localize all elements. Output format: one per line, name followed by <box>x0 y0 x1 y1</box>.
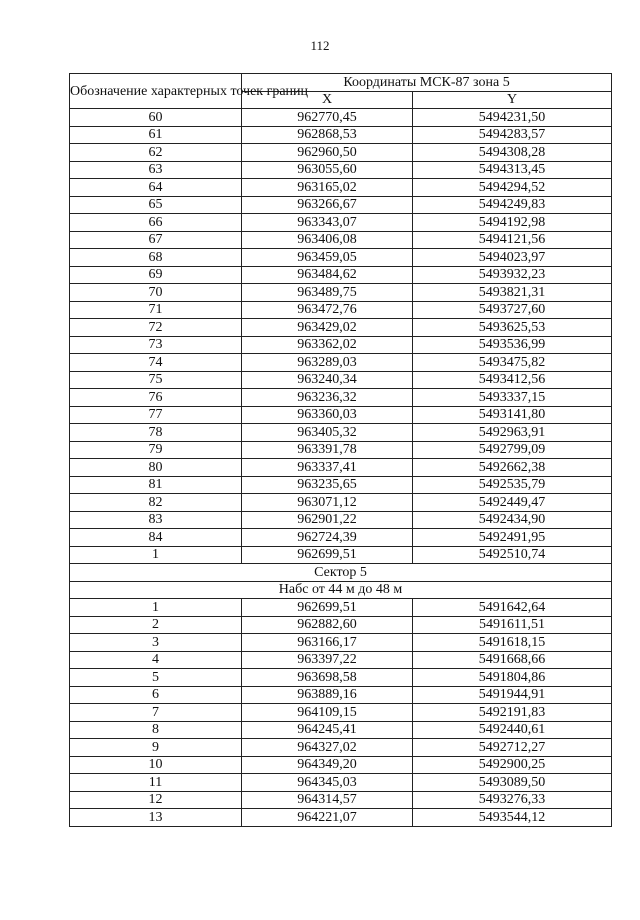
y-coordinate-cell: 5494121,56 <box>413 231 612 249</box>
table-row <box>70 144 612 162</box>
x-coordinate-cell: 963343,07 <box>242 214 413 232</box>
point-number-cell: 80 <box>70 459 242 477</box>
point-number-cell: 13 <box>70 809 242 827</box>
point-number-cell: 7 <box>70 704 242 722</box>
table-body-part2 <box>70 599 612 827</box>
y-coordinate-cell: 5494294,52 <box>413 179 612 197</box>
table-row <box>70 529 612 547</box>
table-row <box>70 249 612 267</box>
point-number-cell: 12 <box>70 791 242 809</box>
x-coordinate-cell: 963397,22 <box>242 651 413 669</box>
point-number-cell: 75 <box>70 371 242 389</box>
height-row <box>70 581 612 599</box>
y-coordinate-cell: 5493544,12 <box>413 809 612 827</box>
y-coordinate-cell: 5493276,33 <box>413 791 612 809</box>
y-coordinate-cell: 5491611,51 <box>413 616 612 634</box>
x-coordinate-cell: 963405,32 <box>242 424 413 442</box>
point-number-cell: 83 <box>70 511 242 529</box>
table-row <box>70 319 612 337</box>
y-coordinate-cell: 5494249,83 <box>413 196 612 214</box>
x-coordinate-cell: 962699,51 <box>242 599 413 617</box>
header-coordinates: Координаты МСК-87 зона 5 <box>242 74 612 92</box>
page-number: 112 <box>310 38 330 53</box>
x-coordinate-cell: 964245,41 <box>242 721 413 739</box>
y-coordinate-cell: 5493536,99 <box>413 336 612 354</box>
x-coordinate-cell: 963166,17 <box>242 634 413 652</box>
x-coordinate-cell: 963391,78 <box>242 441 413 459</box>
table-row <box>70 354 612 372</box>
x-coordinate-cell: 963459,05 <box>242 249 413 267</box>
x-coordinate-cell: 962960,50 <box>242 144 413 162</box>
header-point-designation: Обозначение характерных точек границ <box>70 74 242 109</box>
table-header <box>70 74 612 109</box>
point-number-cell: 9 <box>70 739 242 757</box>
point-number-cell: 1 <box>70 546 242 564</box>
y-coordinate-cell: 5491944,91 <box>413 686 612 704</box>
y-coordinate-cell: 5493089,50 <box>413 774 612 792</box>
point-number-cell: 71 <box>70 301 242 319</box>
point-number-cell: 10 <box>70 756 242 774</box>
y-coordinate-cell: 5494283,57 <box>413 126 612 144</box>
table-row <box>70 231 612 249</box>
point-number-cell: 6 <box>70 686 242 704</box>
x-coordinate-cell: 962882,60 <box>242 616 413 634</box>
y-coordinate-cell: 5491642,64 <box>413 599 612 617</box>
y-coordinate-cell: 5493337,15 <box>413 389 612 407</box>
table-row <box>70 546 612 564</box>
table-row <box>70 126 612 144</box>
table-row <box>70 441 612 459</box>
point-number-cell: 11 <box>70 774 242 792</box>
y-coordinate-cell: 5493141,80 <box>413 406 612 424</box>
table-row <box>70 266 612 284</box>
table-row <box>70 686 612 704</box>
point-number-cell: 74 <box>70 354 242 372</box>
point-number-cell: 82 <box>70 494 242 512</box>
x-coordinate-cell: 964345,03 <box>242 774 413 792</box>
point-number-cell: 72 <box>70 319 242 337</box>
y-coordinate-cell: 5494192,98 <box>413 214 612 232</box>
y-coordinate-cell: 5492440,61 <box>413 721 612 739</box>
y-coordinate-cell: 5494023,97 <box>413 249 612 267</box>
table-row <box>70 371 612 389</box>
y-coordinate-cell: 5492491,95 <box>413 529 612 547</box>
y-coordinate-cell: 5493625,53 <box>413 319 612 337</box>
y-coordinate-cell: 5494308,28 <box>413 144 612 162</box>
y-coordinate-cell: 5492535,79 <box>413 476 612 494</box>
y-coordinate-cell: 5492510,74 <box>413 546 612 564</box>
table-row <box>70 669 612 687</box>
header-y: Y <box>413 91 612 109</box>
table-row <box>70 214 612 232</box>
table-row <box>70 179 612 197</box>
table-row <box>70 196 612 214</box>
point-number-cell: 65 <box>70 196 242 214</box>
sector-label: Сектор 5 <box>70 564 612 582</box>
x-coordinate-cell: 964314,57 <box>242 791 413 809</box>
y-coordinate-cell: 5491804,86 <box>413 669 612 687</box>
point-number-cell: 77 <box>70 406 242 424</box>
point-number-cell: 73 <box>70 336 242 354</box>
x-coordinate-cell: 963240,34 <box>242 371 413 389</box>
x-coordinate-cell: 964221,07 <box>242 809 413 827</box>
y-coordinate-cell: 5493412,56 <box>413 371 612 389</box>
table-row <box>70 721 612 739</box>
point-number-cell: 70 <box>70 284 242 302</box>
y-coordinate-cell: 5493932,23 <box>413 266 612 284</box>
point-number-cell: 60 <box>70 109 242 127</box>
table-row <box>70 459 612 477</box>
point-number-cell: 67 <box>70 231 242 249</box>
table-row <box>70 161 612 179</box>
x-coordinate-cell: 963235,65 <box>242 476 413 494</box>
point-number-cell: 5 <box>70 669 242 687</box>
y-coordinate-cell: 5494231,50 <box>413 109 612 127</box>
y-coordinate-cell: 5491618,15 <box>413 634 612 652</box>
table-row <box>70 704 612 722</box>
x-coordinate-cell: 963289,03 <box>242 354 413 372</box>
table-row <box>70 301 612 319</box>
table-row <box>70 494 612 512</box>
table-row <box>70 599 612 617</box>
table-row <box>70 511 612 529</box>
x-coordinate-cell: 963236,32 <box>242 389 413 407</box>
point-number-cell: 4 <box>70 651 242 669</box>
x-coordinate-cell: 963165,02 <box>242 179 413 197</box>
point-number-cell: 69 <box>70 266 242 284</box>
table-row <box>70 756 612 774</box>
x-coordinate-cell: 962724,39 <box>242 529 413 547</box>
point-number-cell: 8 <box>70 721 242 739</box>
x-coordinate-cell: 963406,08 <box>242 231 413 249</box>
x-coordinate-cell: 963360,03 <box>242 406 413 424</box>
y-coordinate-cell: 5492900,25 <box>413 756 612 774</box>
header-x: X <box>242 91 413 109</box>
table-row <box>70 791 612 809</box>
table-row <box>70 651 612 669</box>
y-coordinate-cell: 5493475,82 <box>413 354 612 372</box>
point-number-cell: 63 <box>70 161 242 179</box>
table-row <box>70 336 612 354</box>
table-row <box>70 616 612 634</box>
table-row <box>70 774 612 792</box>
table-row <box>70 424 612 442</box>
y-coordinate-cell: 5492662,38 <box>413 459 612 477</box>
y-coordinate-cell: 5491668,66 <box>413 651 612 669</box>
y-coordinate-cell: 5493727,60 <box>413 301 612 319</box>
y-coordinate-cell: 5492799,09 <box>413 441 612 459</box>
table-row <box>70 739 612 757</box>
x-coordinate-cell: 962770,45 <box>242 109 413 127</box>
x-coordinate-cell: 962699,51 <box>242 546 413 564</box>
x-coordinate-cell: 963362,02 <box>242 336 413 354</box>
table-body-part1 <box>70 109 612 564</box>
table-row <box>70 809 612 827</box>
point-number-cell: 79 <box>70 441 242 459</box>
x-coordinate-cell: 963489,75 <box>242 284 413 302</box>
x-coordinate-cell: 963889,16 <box>242 686 413 704</box>
x-coordinate-cell: 963472,76 <box>242 301 413 319</box>
point-number-cell: 66 <box>70 214 242 232</box>
point-number-cell: 3 <box>70 634 242 652</box>
point-number-cell: 81 <box>70 476 242 494</box>
x-coordinate-cell: 963698,58 <box>242 669 413 687</box>
y-coordinate-cell: 5493821,31 <box>413 284 612 302</box>
sector-row <box>70 564 612 582</box>
table-row <box>70 284 612 302</box>
point-number-cell: 64 <box>70 179 242 197</box>
coordinates-table <box>69 73 612 827</box>
y-coordinate-cell: 5492191,83 <box>413 704 612 722</box>
x-coordinate-cell: 963071,12 <box>242 494 413 512</box>
table-row <box>70 634 612 652</box>
x-coordinate-cell: 963484,62 <box>242 266 413 284</box>
point-number-cell: 76 <box>70 389 242 407</box>
point-number-cell: 2 <box>70 616 242 634</box>
point-number-cell: 84 <box>70 529 242 547</box>
x-coordinate-cell: 963055,60 <box>242 161 413 179</box>
table-row <box>70 406 612 424</box>
y-coordinate-cell: 5492449,47 <box>413 494 612 512</box>
y-coordinate-cell: 5494313,45 <box>413 161 612 179</box>
table-row <box>70 389 612 407</box>
height-range-label: Набс от 44 м до 48 м <box>70 581 612 599</box>
x-coordinate-cell: 962868,53 <box>242 126 413 144</box>
point-number-cell: 78 <box>70 424 242 442</box>
x-coordinate-cell: 963429,02 <box>242 319 413 337</box>
point-number-cell: 68 <box>70 249 242 267</box>
x-coordinate-cell: 964327,02 <box>242 739 413 757</box>
x-coordinate-cell: 963337,41 <box>242 459 413 477</box>
point-number-cell: 61 <box>70 126 242 144</box>
y-coordinate-cell: 5492712,27 <box>413 739 612 757</box>
table-row <box>70 476 612 494</box>
table-row <box>70 109 612 127</box>
point-number-cell: 1 <box>70 599 242 617</box>
sector-heading <box>70 564 612 599</box>
x-coordinate-cell: 964349,20 <box>242 756 413 774</box>
point-number-cell: 62 <box>70 144 242 162</box>
x-coordinate-cell: 962901,22 <box>242 511 413 529</box>
y-coordinate-cell: 5492963,91 <box>413 424 612 442</box>
y-coordinate-cell: 5492434,90 <box>413 511 612 529</box>
x-coordinate-cell: 964109,15 <box>242 704 413 722</box>
x-coordinate-cell: 963266,67 <box>242 196 413 214</box>
